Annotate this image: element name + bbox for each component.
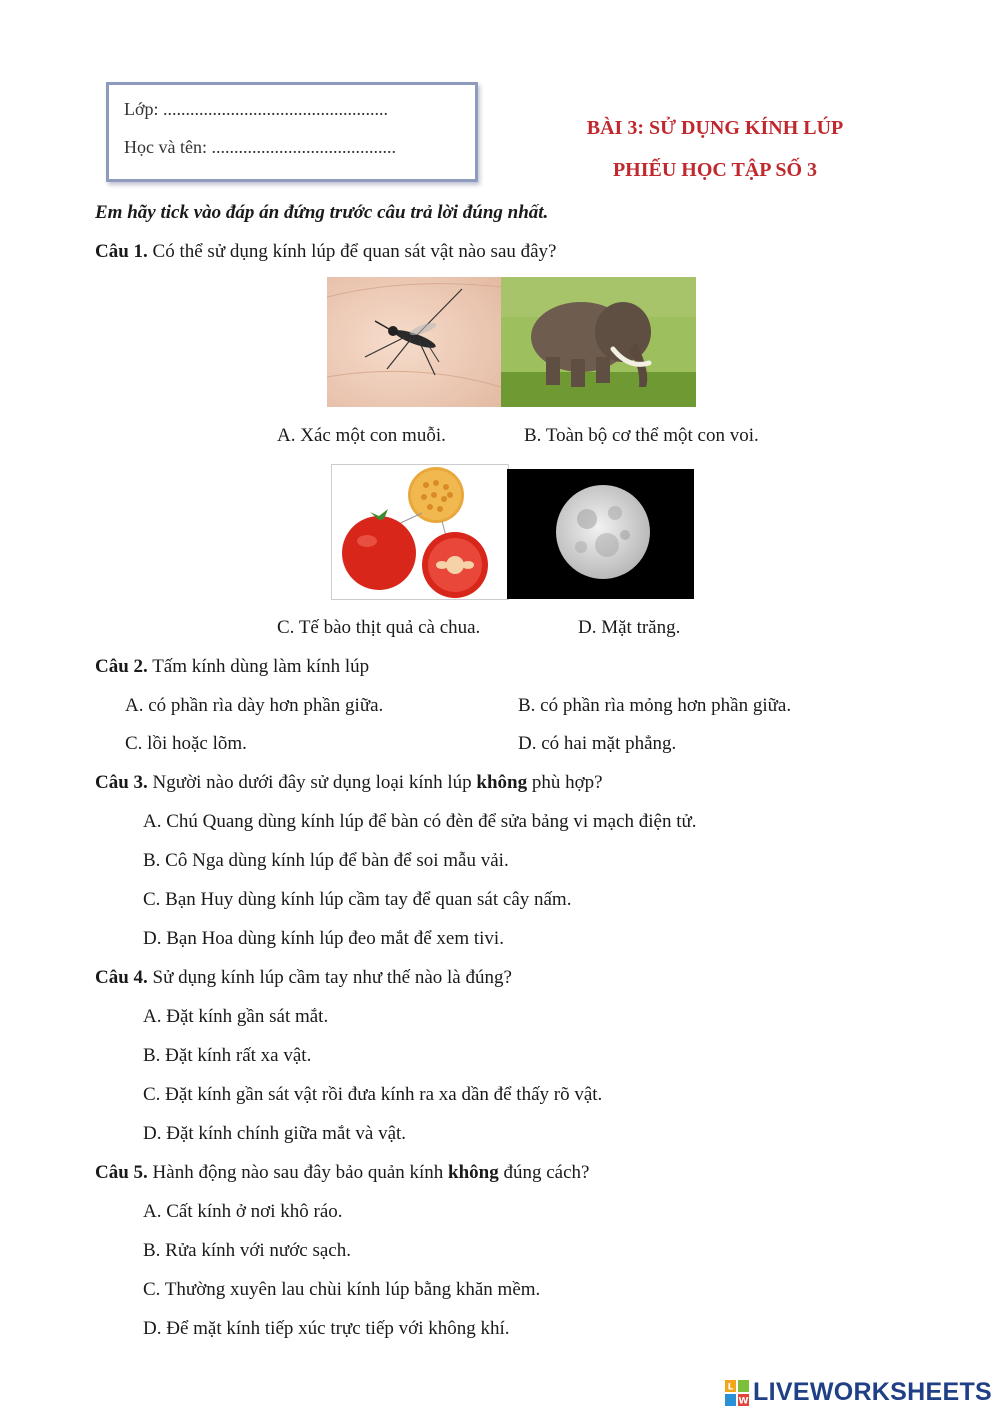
question-1-label: Câu 1. xyxy=(95,241,148,262)
question-3 xyxy=(95,773,603,792)
q1-option-c: C. Tế bào thịt quả cà chua. xyxy=(277,617,481,638)
q2-option-c: C. lồi hoặc lõm. xyxy=(125,733,247,754)
question-5 xyxy=(95,1163,589,1182)
q1-option-a: A. Xác một con muỗi. xyxy=(277,425,446,446)
q5-option-a: A. Cất kính ở nơi khô ráo. xyxy=(143,1201,343,1222)
q3-option-a: A. Chú Quang dùng kính lúp để bàn có đèn để sửa bảng vi mạch điện tử. xyxy=(143,811,697,832)
liveworksheets-logo-icon xyxy=(725,1380,749,1406)
q5-option-c: C. Thường xuyên lau chùi kính lúp bằng khăn mềm. xyxy=(143,1279,541,1300)
tomato-image xyxy=(331,464,509,600)
student-info-box xyxy=(106,82,478,182)
question-4-text: Sử dụng kính lúp cầm tay như thế nào là đúng? xyxy=(147,967,512,988)
logo-letter-w: W xyxy=(738,1396,749,1406)
class-field-label: Lớp: .................................................. xyxy=(124,99,389,119)
question-2-label: Câu 2. xyxy=(95,656,148,677)
q2-option-d: D. có hai mặt phẳng. xyxy=(518,733,677,754)
elephant-image xyxy=(501,277,696,407)
q2-option-a: A. có phần rìa dày hơn phần giữa. xyxy=(125,695,384,716)
q4-option-a: A. Đặt kính gần sát mắt. xyxy=(143,1006,329,1027)
question-1-text: Có thể sử dụng kính lúp để quan sát vật nào sau đây? xyxy=(147,241,557,262)
question-3-text-before: Người nào dưới đây sử dụng loại kính lúp xyxy=(147,772,477,793)
instruction-text: Em hãy tick vào đáp án đứng trước câu trả lời đúng nhất. xyxy=(95,202,549,223)
question-2 xyxy=(95,657,369,676)
q3-option-b: B. Cô Nga dùng kính lúp để bàn để soi mẫu vải. xyxy=(143,850,509,871)
name-field-label: Học và tên: ......................................... xyxy=(124,137,396,157)
q4-option-b: B. Đặt kính rất xa vật. xyxy=(143,1045,312,1066)
q4-option-c: C. Đặt kính gần sát vật rồi đưa kính ra xa dần để thấy rõ vật. xyxy=(143,1084,603,1105)
q1-option-d: D. Mặt trăng. xyxy=(578,617,681,638)
question-5-emphasis: không xyxy=(448,1162,499,1183)
q5-option-d: D. Để mặt kính tiếp xúc trực tiếp với không khí. xyxy=(143,1318,510,1339)
logo-letter-l: L xyxy=(727,1382,734,1392)
q3-option-d: D. Bạn Hoa dùng kính lúp đeo mắt để xem tivi. xyxy=(143,928,504,949)
question-5-text-after: đúng cách? xyxy=(498,1162,590,1183)
question-5-label: Câu 5. xyxy=(95,1162,148,1183)
lesson-title: BÀI 3: SỬ DỤNG KÍNH LÚP xyxy=(586,117,844,139)
question-2-text: Tấm kính dùng làm kính lúp xyxy=(147,656,370,677)
liveworksheets-logo xyxy=(725,1378,992,1407)
question-4 xyxy=(95,968,512,987)
worksheet-title: PHIẾU HỌC TẬP SỐ 3 xyxy=(612,159,818,181)
q2-option-b: B. có phần rìa mỏng hơn phần giữa. xyxy=(518,695,792,716)
question-3-label: Câu 3. xyxy=(95,772,148,793)
liveworksheets-text: LIVEWORKSHEETS xyxy=(753,1378,992,1406)
q4-option-d: D. Đặt kính chính giữa mắt và vật. xyxy=(143,1123,407,1144)
mosquito-image xyxy=(327,277,501,407)
question-3-text-after: phù hợp? xyxy=(527,772,603,793)
question-1 xyxy=(95,242,557,261)
question-4-label: Câu 4. xyxy=(95,967,148,988)
q3-option-c: C. Bạn Huy dùng kính lúp cầm tay để quan sát cây nấm. xyxy=(143,889,572,910)
q5-option-b: B. Rửa kính với nước sạch. xyxy=(143,1240,351,1261)
question-3-emphasis: không xyxy=(476,772,528,793)
moon-image xyxy=(507,469,694,599)
question-5-text-before: Hành động nào sau đây bảo quản kính xyxy=(147,1162,449,1183)
q1-option-b: B. Toàn bộ cơ thể một con voi. xyxy=(524,425,759,446)
